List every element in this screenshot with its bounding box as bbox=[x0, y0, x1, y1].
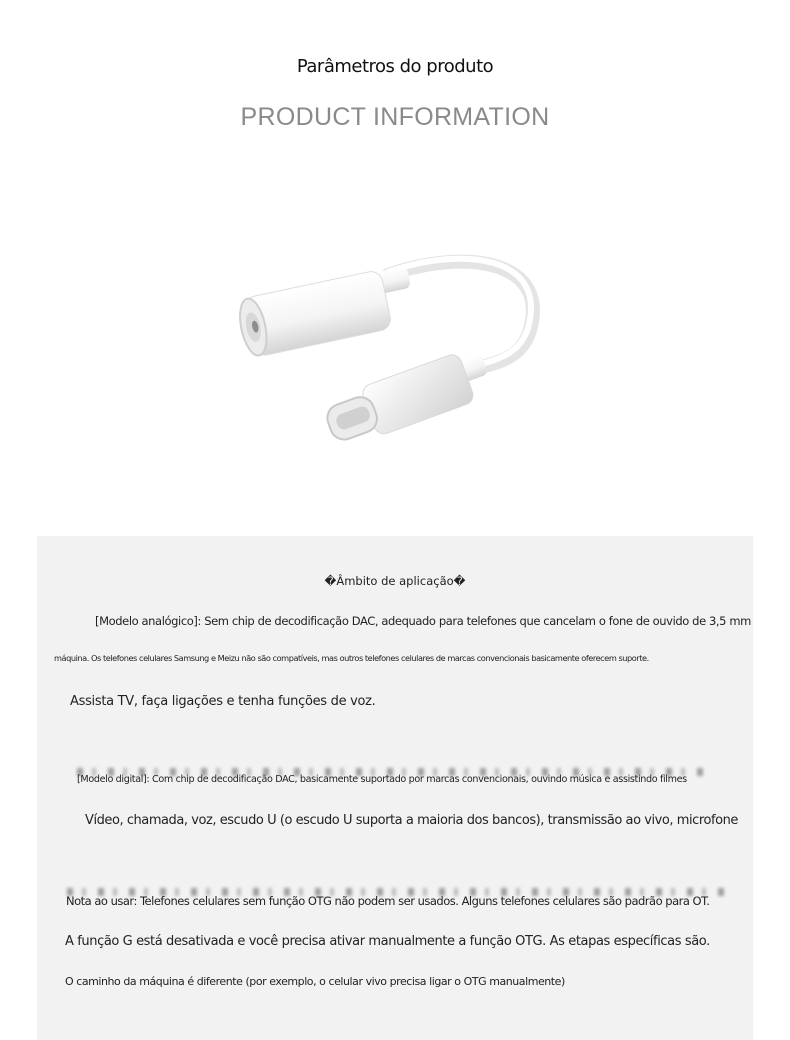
analog-model-text: Assista TV, faça ligações e tenha funções de voz. bbox=[70, 694, 376, 709]
usage-note-text: A função G está desativada e você precisa ativar manualmente a função OTG. As etapas específicas são. bbox=[65, 934, 710, 949]
usb-c-to-3.5mm-adapter-icon bbox=[230, 240, 560, 480]
info-panel bbox=[37, 536, 753, 1040]
scope-title: �Âmbito de aplicação� bbox=[324, 574, 466, 588]
digital-model-text: Vídeo, chamada, voz, escudo U (o escudo U suporta a maioria dos bancos), transmissão ao vivo, microfone bbox=[85, 813, 738, 828]
page-title: Parâmetros do produto bbox=[296, 56, 494, 77]
usage-note-text: O caminho da máquina é diferente (por exemplo, o celular vivo precisa ligar o OTG manualmente) bbox=[65, 975, 565, 988]
usage-note-text: Nota ao usar: Telefones celulares sem função OTG não podem ser usados. Alguns telefones celulares são padrão para OT. bbox=[66, 894, 710, 908]
analog-model-text: máquina. Os telefones celulares Samsung e Meizu não são compatíveis, mas outros telefones celulares de marcas convencionais basicamente oferecem suporte. bbox=[54, 653, 649, 663]
page-subtitle: PRODUCT INFORMATION bbox=[240, 103, 550, 131]
digital-model-text: [Modelo digital]: Com chip de decodificação DAC, basicamente suportado por marcas convencionais, ouvindo música e assistindo filmes bbox=[77, 774, 687, 785]
analog-model-text: [Modelo analógico]: Sem chip de decodificação DAC, adequado para telefones que cancelam o fone de ouvido de 3,5 mm bbox=[95, 614, 751, 628]
